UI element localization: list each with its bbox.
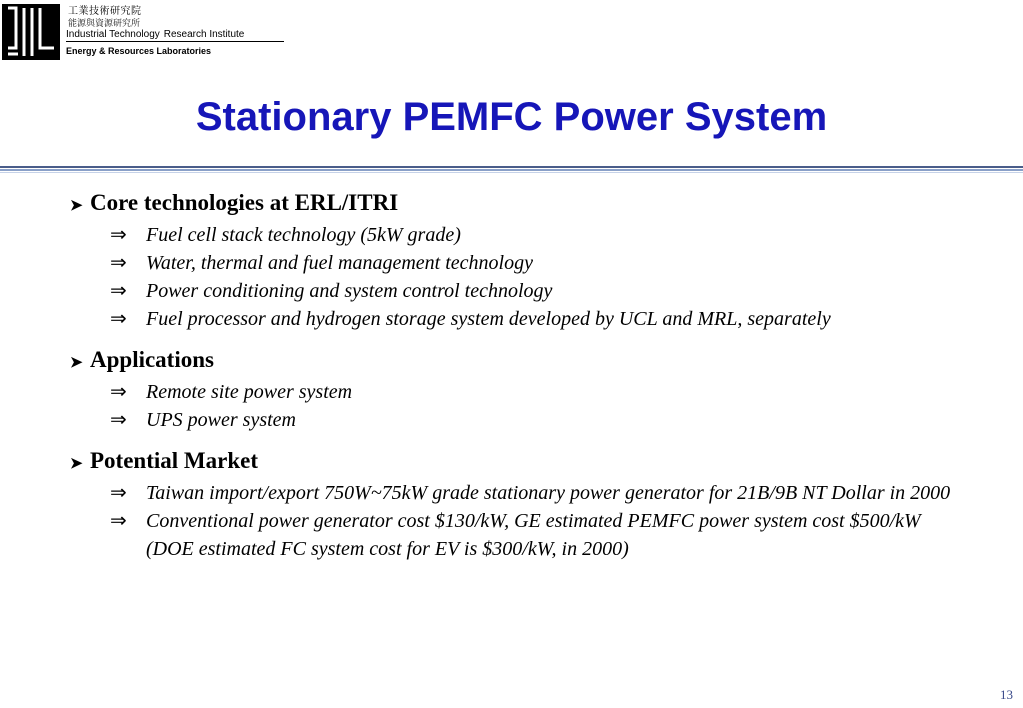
slide-title: Stationary PEMFC Power System — [195, 95, 828, 139]
implies-arrow-icon: ⇒ — [110, 482, 127, 504]
implies-arrow-icon: ⇒ — [110, 280, 127, 302]
org-name-chinese: 工業技術研究院 — [68, 6, 142, 17]
implies-arrow-icon: ⇒ — [110, 224, 127, 246]
implies-arrow-icon: ⇒ — [110, 510, 127, 532]
list-item — [70, 507, 970, 563]
list-item — [70, 305, 970, 333]
section-core-technologies — [70, 188, 970, 333]
list-item — [70, 277, 970, 305]
arrowhead-bullet-icon: ➤ — [70, 198, 83, 214]
section-heading — [70, 188, 970, 221]
implies-arrow-icon: ⇒ — [110, 308, 127, 330]
section-heading — [70, 345, 970, 378]
section-potential-market — [70, 446, 970, 563]
list-item — [70, 479, 970, 507]
list-item-text: Fuel processor and hydrogen storage system developed by UCL and MRL, separately — [146, 308, 831, 330]
section-heading-text: Applications — [90, 347, 214, 372]
org-name-english-main: Industrial Technology — [66, 29, 160, 40]
org-header — [66, 6, 284, 58]
implies-arrow-icon: ⇒ — [110, 381, 127, 403]
list-item-text: UPS power system — [146, 409, 296, 431]
section-heading-text: Potential Market — [90, 448, 258, 473]
org-name-english-ri: Research Institute — [163, 29, 245, 40]
list-item — [70, 378, 970, 406]
list-item-text: Fuel cell stack technology (5kW grade) — [146, 224, 461, 246]
section-heading — [70, 446, 970, 479]
list-item-text: Water, thermal and fuel management technology — [146, 252, 533, 274]
org-lab-name: Energy & Resources Laboratories — [66, 46, 212, 56]
section-applications — [70, 345, 970, 434]
implies-arrow-icon: ⇒ — [110, 252, 127, 274]
list-item — [70, 221, 970, 249]
list-item — [70, 249, 970, 277]
slide-content — [70, 188, 970, 575]
list-item-text: Remote site power system — [146, 381, 353, 403]
list-item-text: Conventional power generator cost $130/kW, GE estimated PEMFC power system cost $500/kW (DOE estimated FC system cost for EV is $300/kW, in 2000) — [146, 510, 921, 560]
section-heading-text: Core technologies at ERL/ITRI — [90, 190, 399, 215]
arrowhead-bullet-icon: ➤ — [70, 456, 83, 472]
title-divider — [0, 166, 1023, 173]
list-item-text: Power conditioning and system control technology — [146, 280, 553, 302]
arrowhead-bullet-icon: ➤ — [70, 355, 83, 371]
org-division-chinese: 能源與資源研究所 — [68, 18, 141, 28]
itri-logo — [2, 4, 60, 60]
list-item — [70, 406, 970, 434]
list-item-text: Taiwan import/export 750W~75kW grade stationary power generator for 21B/9B NT Dollar in 2000 — [146, 482, 951, 504]
page-number: 13 — [1000, 687, 1013, 702]
implies-arrow-icon: ⇒ — [110, 409, 127, 431]
org-name-english — [66, 29, 284, 42]
